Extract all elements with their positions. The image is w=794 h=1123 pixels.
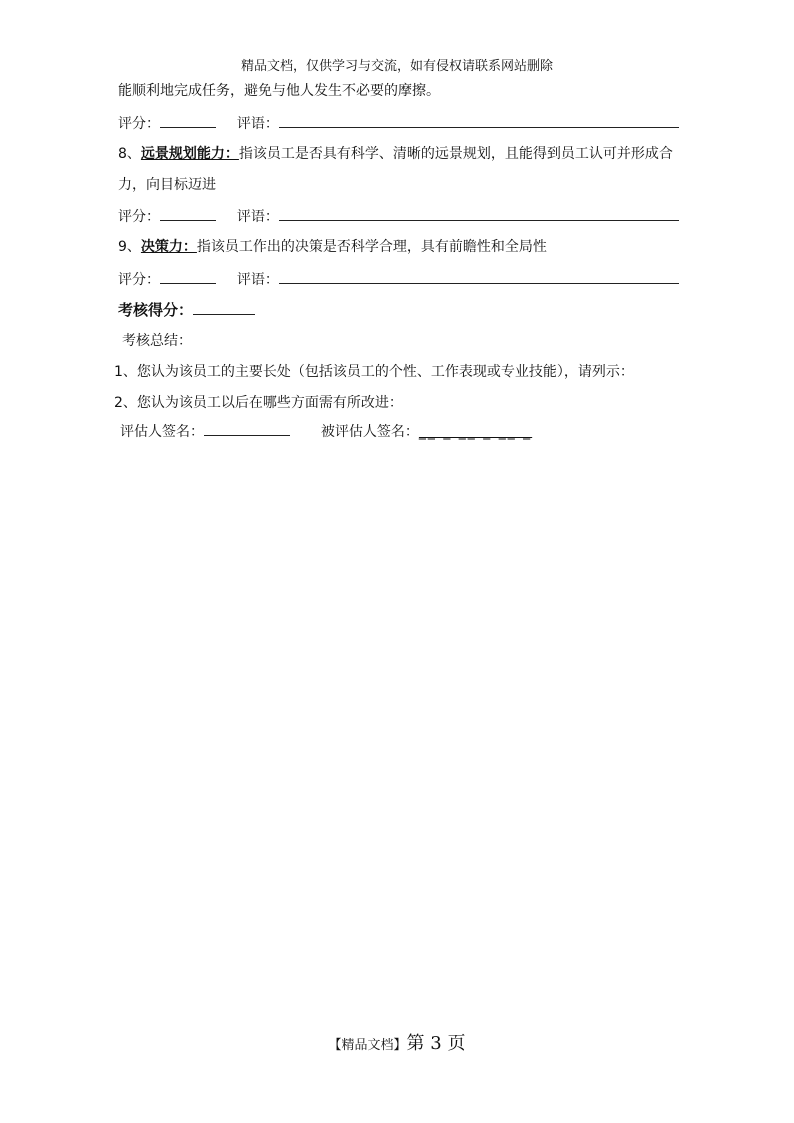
total-score-label: 考核得分： [118,301,194,319]
score-label: 评分： [118,209,160,225]
evaluator-signature-field[interactable] [204,421,290,436]
comment-label: 评语： [236,272,279,288]
score-label: 评分： [118,116,160,132]
item-desc: 指该员工作出的决策是否科学合理，具有前瞻性和全局性 [196,239,547,255]
footer-prefix: 【精品文档】 [328,1038,407,1053]
rating-row [118,206,679,226]
total-score-field[interactable] [193,299,255,315]
score-label: 评分： [118,272,160,288]
page-number: 第 3 页 [406,1033,466,1054]
comment-label: 评语： [236,209,279,225]
score-field[interactable] [160,206,216,221]
item-9 [118,238,547,256]
summary-question-2: 2、您认为该员工以后在哪些方面需有所改进： [114,395,403,411]
item-number: 8、 [118,146,141,162]
score-field[interactable] [160,269,216,284]
comment-field[interactable] [279,269,679,284]
evaluator-label: 评估人签名： [120,424,204,440]
comment-field[interactable] [279,113,679,128]
score-field[interactable] [160,113,216,128]
evaluatee-signature-field[interactable]: __ _ __ _ __ _ [418,424,533,440]
comment-field[interactable] [279,206,679,221]
page-footer [0,1035,794,1055]
comment-label: 评语： [236,116,279,132]
rating-row [118,269,679,289]
page-header: 精品文档，仅供学习与交流，如有侵权请联系网站删除 [240,59,553,74]
item-8 [118,145,673,163]
summary-question-1: 1、您认为该员工的主要长处（包括该员工的个性、工作表现或专业技能），请列示： [114,364,634,380]
item-number: 9、 [118,239,141,255]
item-title: 决策力： [140,239,197,255]
signature-row [120,421,532,441]
total-score-row [118,299,255,319]
evaluatee-label: 被评估人签名： [320,424,419,440]
intro-continuation: 能顺利地完成任务，避免与他人发生不必要的摩擦。 [118,83,440,99]
rating-row [118,113,679,133]
item-title: 远景规划能力： [140,146,239,162]
item-desc: 指该员工是否具有科学、清晰的远景规划，且能得到员工认可并形成合 [238,146,673,162]
summary-title: 考核总结： [122,333,192,349]
item-8-desc-line2: 力，向目标迈进 [118,177,216,193]
